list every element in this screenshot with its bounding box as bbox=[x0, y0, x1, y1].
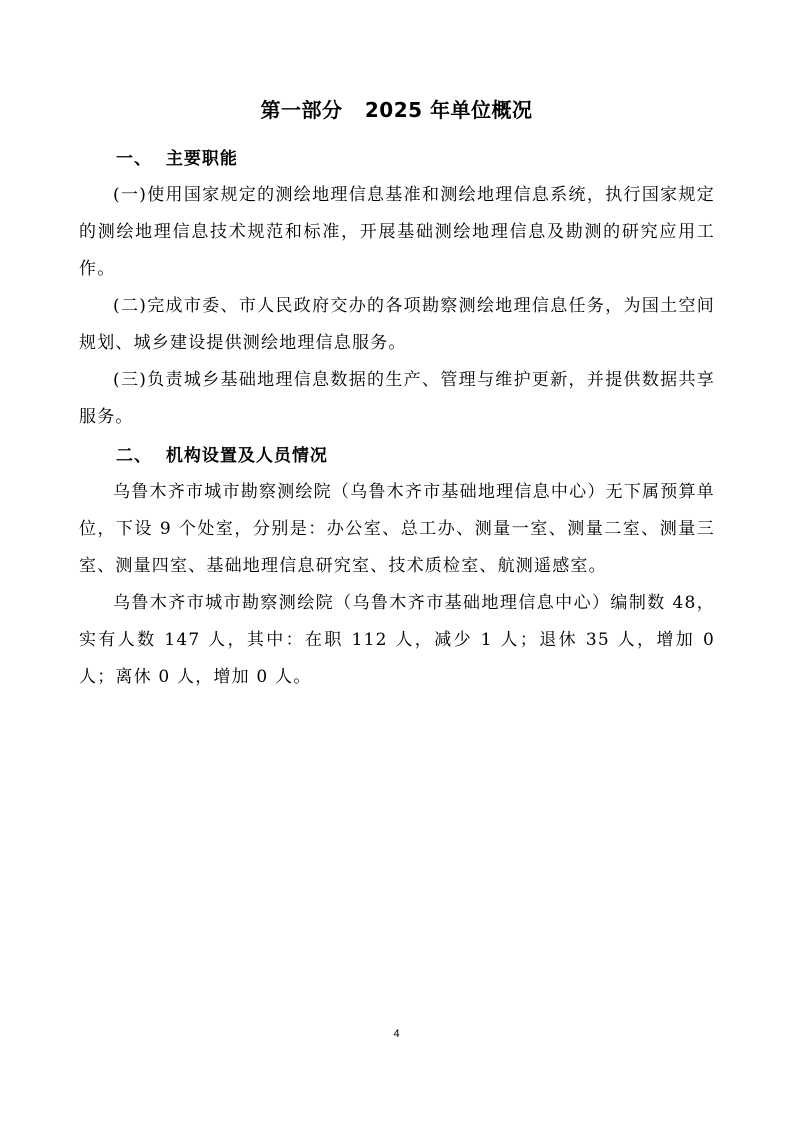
paragraph-function-1: (一)使用国家规定的测绘地理信息基准和测绘地理信息系统，执行国家规定的测绘地理信息技术规范和标准，开展基础测绘地理信息及勘测的研究应用工作。 bbox=[79, 185, 715, 279]
page-number: 4 bbox=[393, 1028, 400, 1040]
section-body-organization bbox=[79, 474, 715, 696]
paragraph-organization-structure: 乌鲁木齐市城市勘察测绘院（乌鲁木齐市基础地理信息中心）无下属预算单位，下设 9 个处室，分别是：办公室、总工办、测量一室、测量二室、测量三室、测量四室、基础地理信息研究室、技术质检室、航测遥感室。 bbox=[79, 482, 715, 576]
paragraph-function-2: (二)完成市委、市人民政府交办的各项勘察测绘地理信息任务，为国土空间规划、城乡建设提供测绘地理信息服务。 bbox=[79, 296, 715, 353]
page-title: 第一部分 2025 年单位概况 bbox=[260, 98, 533, 122]
paragraph-function-3: (三)负责城乡基础地理信息数据的生产、管理与维护更新，并提供数据共享服务。 bbox=[79, 370, 715, 427]
paragraph-staffing: 乌鲁木齐市城市勘察测绘院（乌鲁木齐市基础地理信息中心）编制数 48，实有人数 147 人，其中：在职 112 人，减少 1 人；退休 35 人，增加 0 人；离休 0 人，增加 0 人。 bbox=[79, 593, 715, 687]
section-heading-main-functions: 一、 主要职能 bbox=[116, 149, 238, 169]
section-heading-organization: 二、 机构设置及人员情况 bbox=[116, 446, 328, 466]
section-body-main-functions bbox=[79, 177, 715, 436]
